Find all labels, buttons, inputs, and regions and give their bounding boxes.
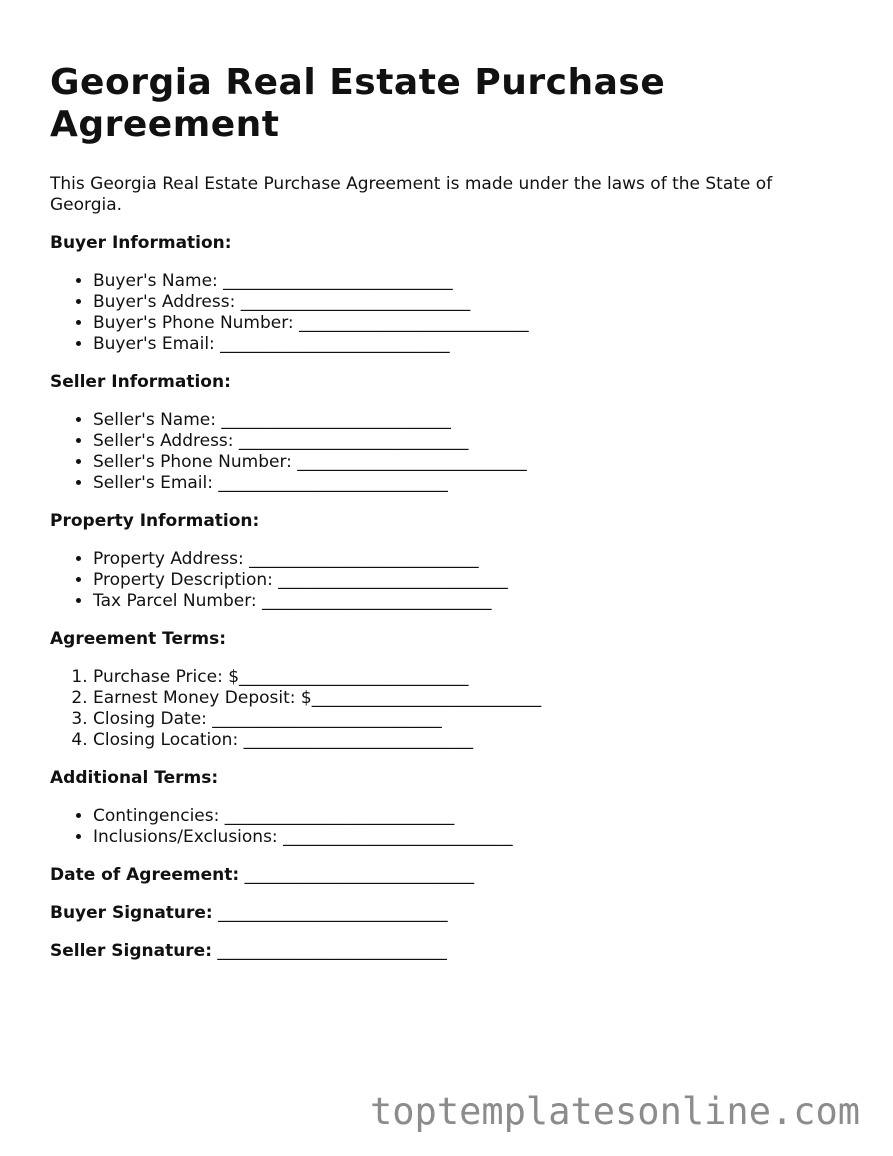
list-item: • Seller's Phone Number: ___________________________: [93, 452, 850, 473]
seller-signature-line: [50, 941, 850, 962]
list-item: • Buyer's Address: ___________________________: [93, 292, 850, 313]
list-item: 1. Purchase Price: $___________________________: [93, 667, 850, 688]
buyer-signature-label: Buyer Signature:: [50, 903, 213, 923]
list-item: • Tax Parcel Number: ___________________________: [93, 591, 850, 612]
agreement-terms-list: [50, 667, 850, 751]
buyer-signature-blank: ___________________________: [212, 903, 448, 923]
list-item: • Seller's Name: ___________________________: [93, 410, 850, 431]
date-of-agreement-label: Date of Agreement:: [50, 865, 240, 885]
additional-terms-heading: Additional Terms:: [50, 768, 219, 788]
buyer-info-heading: Buyer Information:: [50, 233, 232, 253]
buyer-signature-line: [50, 903, 850, 924]
list-item: • Property Address: ___________________________: [93, 549, 850, 570]
list-item: 2. Earnest Money Deposit: $___________________________: [93, 688, 850, 709]
watermark-text: toptemplatesonline.com: [370, 1090, 861, 1133]
property-info-list: [50, 549, 850, 612]
date-of-agreement-line: [50, 865, 850, 886]
buyer-info-list: [50, 271, 850, 355]
list-item: • Property Description: ___________________________: [93, 570, 850, 591]
list-item: 3. Closing Date: ___________________________: [93, 709, 850, 730]
seller-info-heading: Seller Information:: [50, 372, 231, 392]
additional-terms-list: [50, 806, 850, 848]
seller-info-list: [50, 410, 850, 494]
list-item: • Seller's Address: ___________________________: [93, 431, 850, 452]
list-item: • Buyer's Email: ___________________________: [93, 334, 850, 355]
list-item: • Buyer's Phone Number: ___________________________: [93, 313, 850, 334]
property-info-heading: Property Information:: [50, 511, 260, 531]
list-item: • Seller's Email: ___________________________: [93, 473, 850, 494]
document-page: [50, 62, 850, 979]
list-item: 4. Closing Location: ___________________________: [93, 730, 850, 751]
seller-signature-label: Seller Signature:: [50, 941, 213, 961]
agreement-terms-heading: Agreement Terms:: [50, 629, 227, 649]
document-title: Georgia Real Estate Purchase Agreement: [50, 62, 666, 145]
list-item: • Buyer's Name: ___________________________: [93, 271, 850, 292]
list-item: • Contingencies: ___________________________: [93, 806, 850, 827]
seller-signature-blank: ___________________________: [212, 941, 447, 961]
intro-paragraph: This Georgia Real Estate Purchase Agreement is made under the laws of the State of Georgia.: [50, 174, 773, 215]
date-of-agreement-blank: ___________________________: [239, 865, 475, 885]
list-item: • Inclusions/Exclusions: ___________________________: [93, 827, 850, 848]
